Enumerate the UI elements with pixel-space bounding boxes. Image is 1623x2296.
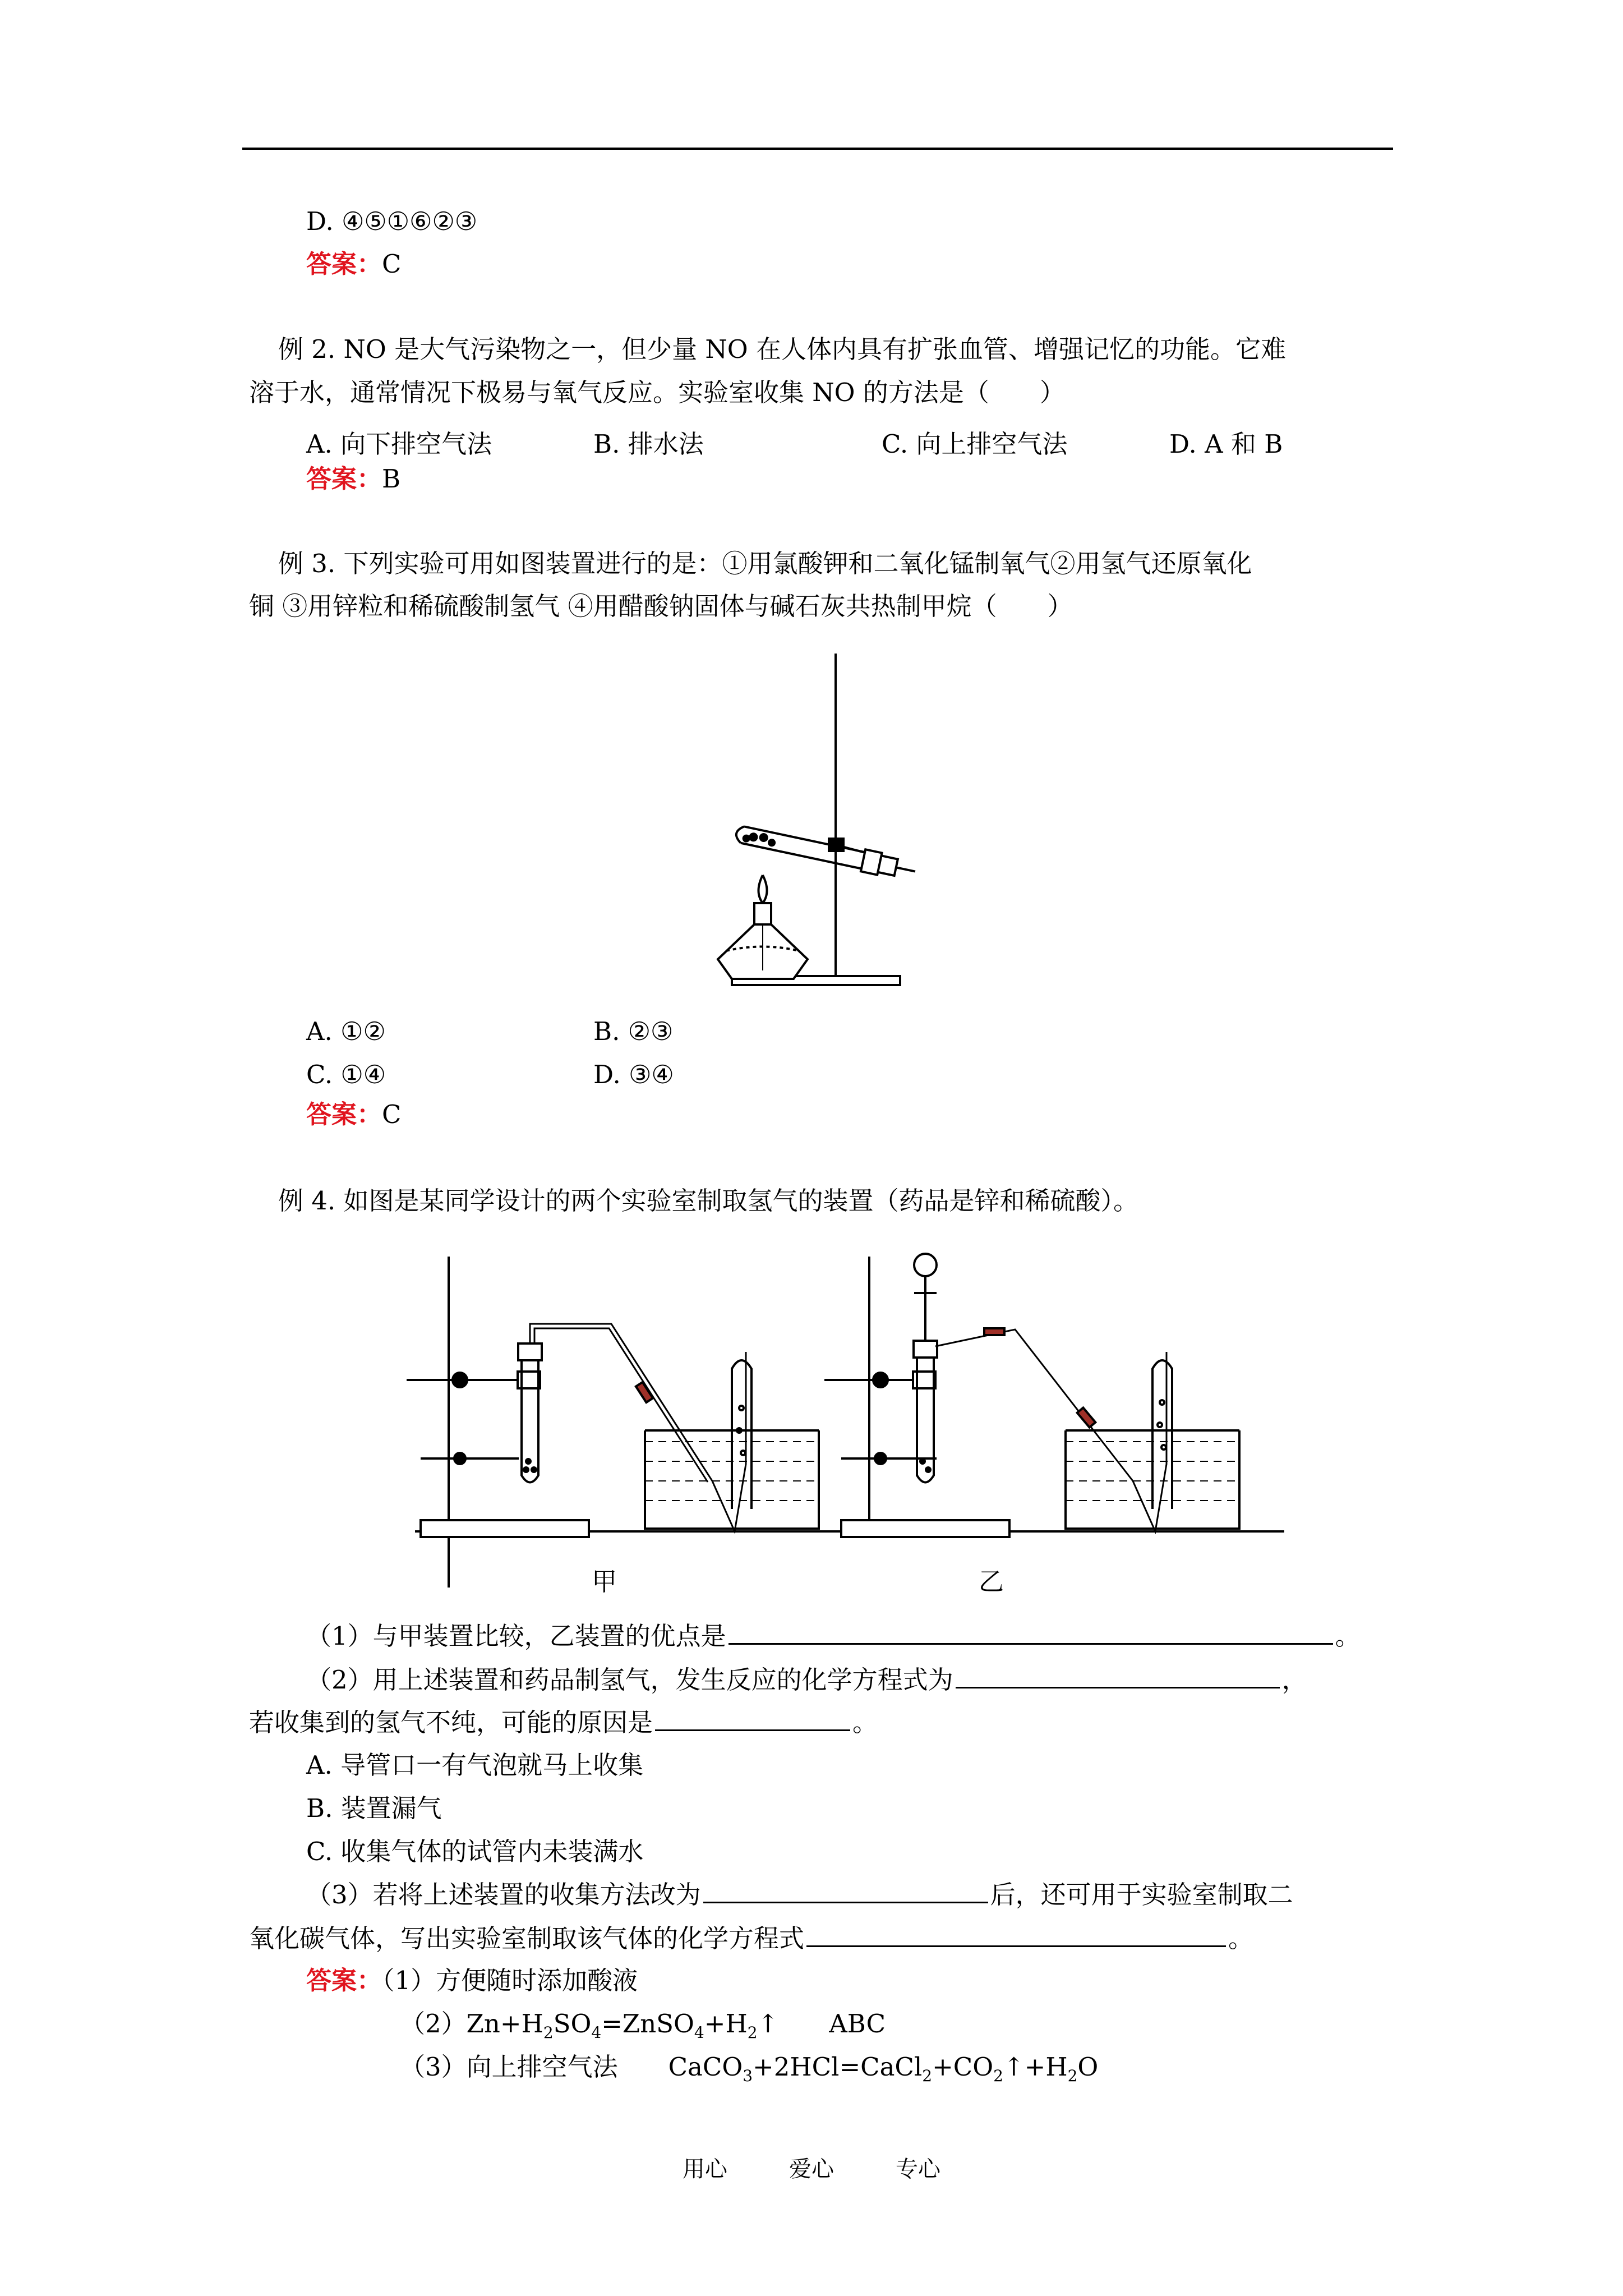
q2-option-b: B. 排水法 <box>593 429 704 459</box>
punct: 。 <box>1335 1621 1361 1651</box>
apparatus-yi <box>824 1254 1239 1537</box>
page-footer <box>0 2151 1623 2183</box>
label-jia: 甲 <box>592 1567 617 1596</box>
eq-part: +CO <box>932 2052 994 2082</box>
q4-part1 <box>306 1623 1361 1649</box>
eq-part: +2HCl=CaCl <box>753 2052 923 2082</box>
lamp-neck <box>754 903 771 924</box>
eq-part: O <box>1077 2052 1099 2082</box>
answer-value: C <box>382 1099 402 1129</box>
q3-answer <box>306 1099 402 1129</box>
q4-answer-3 <box>400 2052 1099 2085</box>
q3-line2: 铜 ③用锌粒和稀硫酸制氢气 ④用醋酸钠固体与碱石灰共热制甲烷（ ） <box>249 591 1073 621</box>
eq-part: （3）向上排空气法 CaCO <box>400 2052 743 2082</box>
q4-part1-text: （1）与甲装置比较，乙装置的优点是 <box>306 1621 726 1651</box>
answer-label: 答案： <box>306 1966 382 1995</box>
answer-blank <box>703 1881 988 1903</box>
answer-blank <box>806 1925 1226 1947</box>
q4-choice-b: B. 装置漏气 <box>306 1793 442 1823</box>
q3-apparatus-figure <box>701 645 925 993</box>
q3-line1: 例 3. 下列实验可用如图装置进行的是：①用氯酸钾和二氧化锰制氧气②用氢气还原氧化 <box>278 549 1252 578</box>
q2-answer <box>306 464 401 494</box>
q4-part3b <box>249 1925 1253 1951</box>
eq-part: （2）Zn+H <box>400 2009 543 2039</box>
q4-part2b-text: 若收集到的氢气不纯，可能的原因是 <box>249 1708 653 1737</box>
answer-blank <box>956 1667 1280 1688</box>
q4-part3 <box>306 1880 1293 1910</box>
header-rule <box>242 148 1393 150</box>
punct: ， <box>1281 1665 1307 1695</box>
eq-sub: 2 <box>543 2023 554 2042</box>
q4-line1: 例 4. 如图是某同学设计的两个实验室制取氢气的装置（药品是锌和稀硫酸）。 <box>278 1186 1139 1216</box>
answer-value: C <box>382 249 402 279</box>
q2-option-d: D. A 和 B <box>1169 429 1283 459</box>
q4-choice-c: C. 收集气体的试管内未装满水 <box>306 1837 644 1866</box>
eq-sub: 4 <box>694 2023 704 2042</box>
footer-item: 专心 <box>896 2156 940 2182</box>
q3-option-b: B. ②③ <box>593 1016 674 1046</box>
q4-apparatus-figure <box>398 1240 1295 1599</box>
eq-sub: 3 <box>743 2067 753 2085</box>
punct: 。 <box>1228 1924 1254 1953</box>
answer-value: B <box>382 464 401 494</box>
answer-blank <box>655 1709 850 1731</box>
answer-blank <box>728 1623 1333 1645</box>
q4-choice-a: A. 导管口一有气泡就马上收集 <box>306 1750 644 1780</box>
eq-sub: 2 <box>993 2067 1003 2085</box>
eq-sub: 4 <box>591 2023 602 2042</box>
eq-part: ↑ ABC <box>757 2009 886 2039</box>
answer-label: 答案： <box>306 1099 382 1129</box>
q3-option-a: A. ①② <box>306 1016 386 1046</box>
q1-option-d: D. ④⑤①⑥②③ <box>306 206 478 236</box>
q4-part3-mid: 后，还可用于实验室制取二 <box>990 1880 1293 1910</box>
eq-part: SO <box>553 2009 592 2039</box>
q2-option-a: A. 向下排空气法 <box>306 429 492 459</box>
q3-option-c: C. ①④ <box>306 1060 386 1089</box>
q2-line1: 例 2. NO 是大气污染物之一，但少量 NO 在人体内具有扩张血管、增强记忆的功能。它难 <box>278 334 1286 364</box>
eq-part: ↑+H <box>1003 2052 1068 2082</box>
q2-option-c: C. 向上排空气法 <box>882 429 1068 459</box>
label-yi: 乙 <box>979 1567 1004 1596</box>
answer-value: （1）方便随时添加酸液 <box>382 1966 638 1995</box>
eq-sub: 2 <box>1067 2067 1078 2085</box>
q3-option-d: D. ③④ <box>593 1060 674 1089</box>
q4-part2 <box>306 1665 1307 1695</box>
flame <box>759 875 767 903</box>
answer-label: 答案： <box>306 249 382 279</box>
punct: 。 <box>852 1708 878 1737</box>
answer-label: 答案： <box>306 464 382 494</box>
eq-sub: 2 <box>922 2067 933 2085</box>
footer-item: 用心 <box>683 2156 727 2182</box>
q1-answer <box>306 251 401 277</box>
q4-answer-1 <box>306 1968 638 1993</box>
eq-part: =ZnSO <box>601 2009 694 2039</box>
footer-item: 爱心 <box>789 2156 834 2182</box>
q4-part3-text: （3）若将上述装置的收集方法改为 <box>306 1880 701 1910</box>
q4-part2-text: （2）用上述装置和药品制氢气，发生反应的化学方程式为 <box>306 1665 953 1695</box>
q2-line2: 溶于水，通常情况下极易与氧气反应。实验室收集 NO 的方法是（ ） <box>249 378 1065 407</box>
eq-sub: 2 <box>747 2023 758 2042</box>
q4-part2b <box>249 1709 878 1735</box>
test-tube <box>734 822 917 882</box>
q4-answer-2 <box>400 2009 886 2042</box>
eq-part: +H <box>704 2009 748 2039</box>
apparatus-jia <box>407 1257 819 1588</box>
q4-part3b-text: 氧化碳气体，写出实验室制取该气体的化学方程式 <box>249 1924 805 1953</box>
